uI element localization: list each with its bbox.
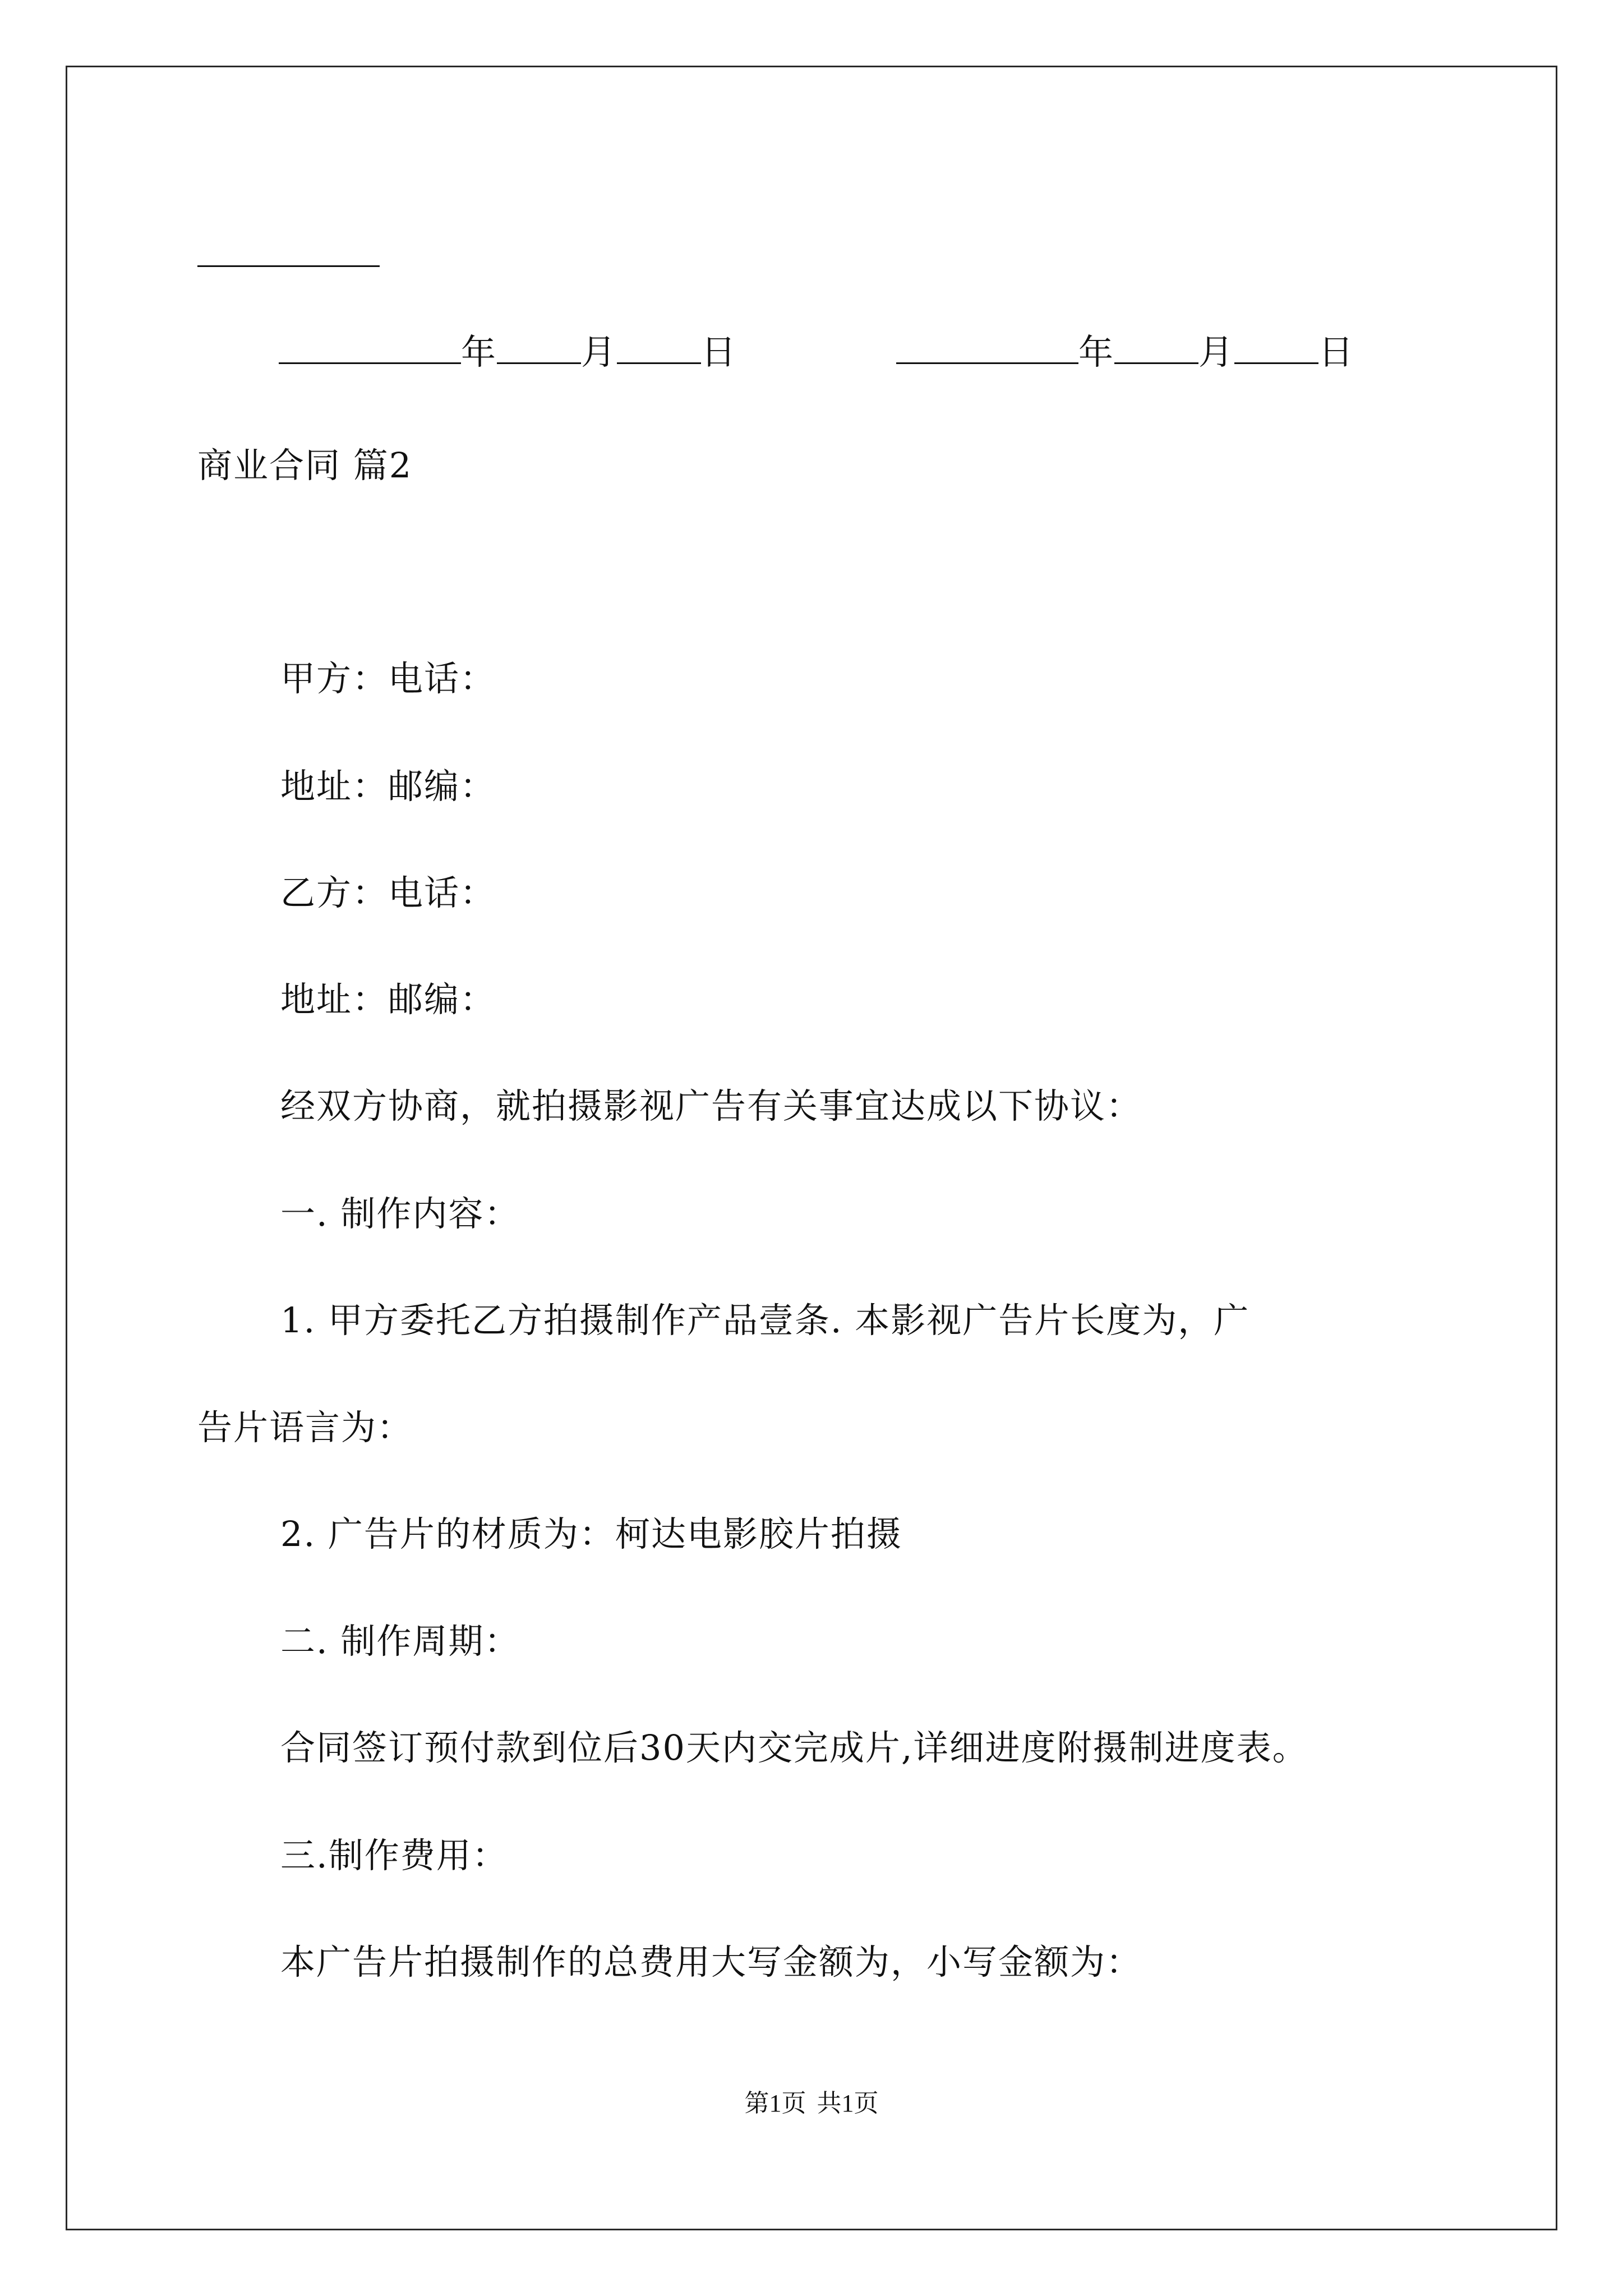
clause2-body: 合同签订预付款到位后30天内交完成片,详细进度附摄制进度表。 xyxy=(280,1727,1308,1768)
clause3-body: 本广告片拍摄制作的总费用大写金额为，小写金额为： xyxy=(280,1941,1142,1982)
date-row xyxy=(279,330,737,375)
year-label-left: 年 xyxy=(461,332,497,372)
date-row-right xyxy=(896,330,1354,375)
year-blank-right xyxy=(896,330,1078,364)
clause1-heading: 一. 制作内容： xyxy=(280,1193,520,1234)
clause3-heading: 三.制作费用： xyxy=(280,1835,508,1876)
party-a-phone: 甲方：电话： xyxy=(280,658,496,699)
month-blank-left xyxy=(497,330,581,364)
signature-blank-line xyxy=(197,265,380,267)
day-label-left: 日 xyxy=(701,332,737,372)
day-blank-left xyxy=(617,330,701,364)
month-label-left: 月 xyxy=(581,332,617,372)
clause1-item1-line2: 告片语言为： xyxy=(197,1407,413,1448)
intro-paragraph: 经双方协商，就拍摄影视广告有关事宜达成以下协议： xyxy=(280,1085,1142,1126)
section-title: 商业合同 篇2 xyxy=(197,445,413,486)
clause1-item1-line1: 1. 甲方委托乙方拍摄制作产品壹条. 本影视广告片长度为，广 xyxy=(280,1300,1250,1341)
page-footer: 第1页 共1页 xyxy=(744,2090,879,2117)
month-label-right: 月 xyxy=(1198,332,1235,372)
party-b-address: 地址：邮编： xyxy=(280,979,496,1020)
month-blank-right xyxy=(1114,330,1198,364)
year-blank-left xyxy=(279,330,461,364)
page-border xyxy=(66,66,1557,2230)
clause1-item2: 2. 广告片的材质为：柯达电影胶片拍摄 xyxy=(280,1513,902,1554)
party-b-phone: 乙方：电话： xyxy=(280,872,496,913)
day-label-right: 日 xyxy=(1318,332,1355,372)
party-a-address: 地址：邮编： xyxy=(280,766,496,807)
year-label-right: 年 xyxy=(1078,332,1115,372)
clause2-heading: 二. 制作周期： xyxy=(280,1621,520,1662)
day-blank-right xyxy=(1234,330,1318,364)
